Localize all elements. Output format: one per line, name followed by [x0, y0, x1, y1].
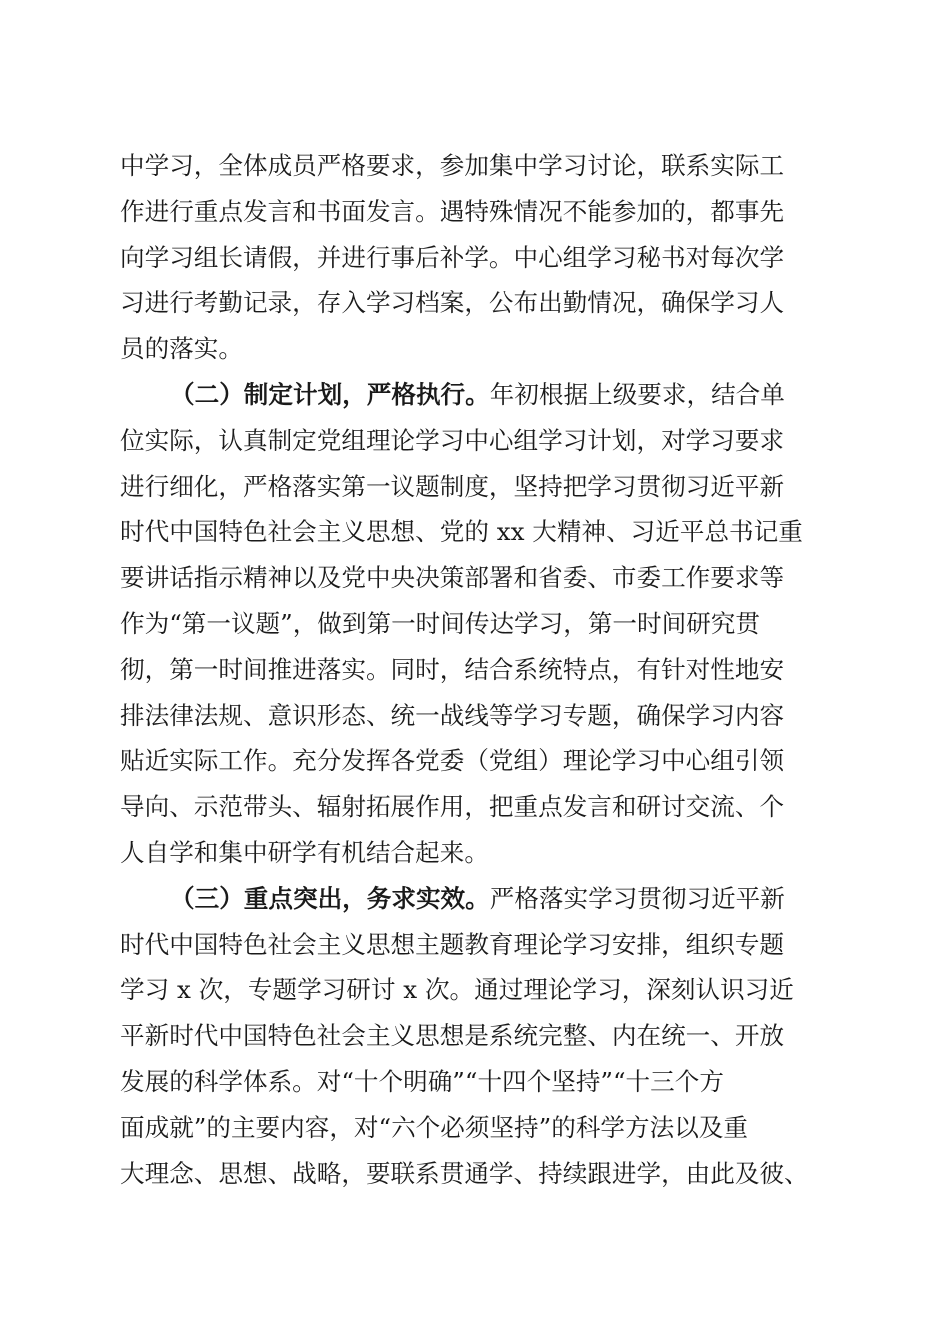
text-line: 要讲话指示精神以及党中央决策部署和省委、市委工作要求等: [120, 563, 785, 593]
text-line: 平新时代中国特色社会主义思想是系统完整、内在统一、开放: [120, 1021, 785, 1051]
text-line: 向学习组长请假，并进行事后补学。中心组学习秘书对每次学: [120, 242, 785, 272]
text-run: 严格落实学习贯彻习近平新: [489, 883, 785, 913]
text-line: [120, 876, 832, 922]
section-heading: （三）重点突出，务求实效。: [170, 883, 490, 913]
text-line: 习进行考勤记录，存入学习档案，公布出勤情况，确保学习人: [120, 288, 785, 318]
text-line: 作进行重点发言和书面发言。遇特殊情况不能参加的，都事先: [120, 196, 785, 226]
text-line: 彻，第一时间推进落实。同时，结合系统特点，有针对性地安: [120, 654, 785, 684]
text-line: 面成就”的主要内容，对“六个必须坚持”的科学方法以及重: [120, 1112, 748, 1142]
section-heading: （二）制定计划，严格执行。: [170, 379, 490, 409]
text-line: 人自学和集中研学有机结合起来。: [120, 837, 489, 867]
paragraph-plan: [120, 372, 832, 876]
text-line: 发展的科学体系。对“十个明确”“十四个坚持”“十三个方: [120, 1066, 724, 1096]
text-line: 时代中国特色社会主义思想、党的 xx 大精神、习近平总书记重: [120, 517, 803, 547]
text-line: 贴近实际工作。充分发挥各党委（党组）理论学习中心组引领: [120, 746, 785, 776]
text-line: 排法律法规、意识形态、统一战线等学习专题，确保学习内容: [120, 700, 785, 730]
text-line: 进行细化，严格落实第一议题制度，坚持把学习贯彻习近平新: [120, 471, 785, 501]
text-line: 员的落实。: [120, 334, 243, 364]
text-line: 作为“第一议题”，做到第一时间传达学习，第一时间研究贯: [120, 608, 760, 638]
text-line: 中学习，全体成员严格要求，参加集中学习讨论，联系实际工: [120, 151, 785, 180]
document-body: [120, 143, 832, 1196]
paragraph-attendance: [120, 143, 832, 372]
text-line: [120, 372, 832, 418]
text-line: 大理念、思想、战略，要联系贯通学、持续跟进学，由此及彼、: [120, 1158, 809, 1188]
paragraph-focus: [120, 876, 832, 1197]
text-line: 导向、示范带头、辐射拓展作用，把重点发言和研讨交流、个: [120, 792, 785, 822]
text-line: 时代中国特色社会主义思想主题教育理论学习安排，组织专题: [120, 929, 785, 959]
text-run: 年初根据上级要求，结合单: [489, 379, 785, 409]
text-line: 位实际，认真制定党组理论学习中心组学习计划，对学习要求: [120, 425, 785, 455]
text-line: 学习 x 次，专题学习研讨 x 次。通过理论学习，深刻认识习近: [120, 975, 794, 1005]
